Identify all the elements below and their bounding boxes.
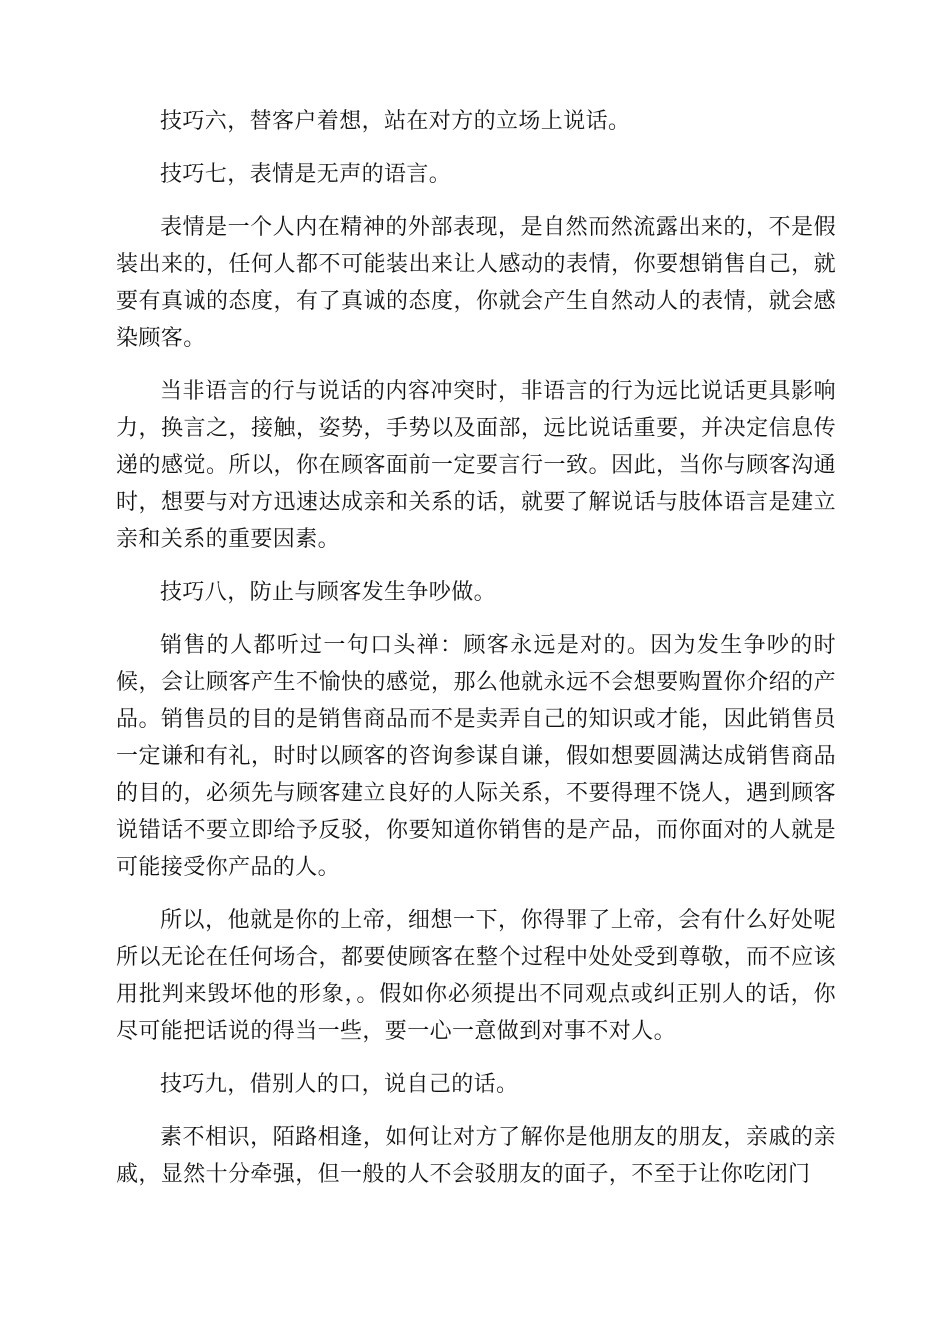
body-paragraph: 素不相识，陌路相逢，如何让对方了解你是他朋友的朋友，亲戚的亲戚，显然十分牵强，但一般的人不会驳朋友的面子，不至于让你吃闭门 — [116, 1125, 836, 1187]
body-paragraph: 所以，他就是你的上帝，细想一下，你得罪了上帝，会有什么好处呢所以无论在任何场合，都要使顾客在整个过程中处处受到尊敬，而不应该用批判来毁坏他的形象，。假如你必须提出不同观点或纠正别人的话，你尽可能把话说的得当一些，要一心一意做到对事不对人。 — [116, 908, 836, 1044]
heading-tip-six: 技巧六，替客户着想，站在对方的立场上说话。 — [160, 109, 631, 134]
body-paragraph: 当非语言的行与说话的内容冲突时，非语言的行为远比说话更具影响力，换言之，接触，姿势，手势以及面部，远比说话重要，并决定信息传递的感觉。所以，你在顾客面前一定要言行一致。因此，当你与顾客沟通时，想要与对方迅速达成亲和关系的话，就要了解说话与肢体语言是建立亲和关系的重要因素。 — [116, 379, 836, 552]
document-body — [116, 103, 836, 1209]
heading-tip-nine: 技巧九，借别人的口，说自己的话。 — [160, 1072, 519, 1097]
heading-tip-eight: 技巧八，防止与顾客发生争吵做。 — [160, 580, 497, 605]
body-paragraph: 表情是一个人内在精神的外部表现，是自然而然流露出来的，不是假装出来的，任何人都不可能装出来让人感动的表情，你要想销售自己，就要有真诚的态度，有了真诚的态度，你就会产生自然动人的表情，就会感染顾客。 — [116, 215, 836, 351]
heading-tip-seven: 技巧七，表情是无声的语言。 — [160, 162, 452, 187]
body-paragraph: 销售的人都听过一句口头禅：顾客永远是对的。因为发生争吵的时候，会让顾客产生不愉快的感觉，那么他就永远不会想要购置你介绍的产品。销售员的目的是销售商品而不是卖弄自己的知识或才能，因此销售员一定谦和有礼，时时以顾客的咨询参谋自谦，假如想要圆满达成销售商品的目的，必须先与顾客建立良好的人际关系，不要得理不饶人，遇到顾客说错话不要立即给予反驳，你要知道你销售的是产品，而你面对的人就是可能接受你产品的人。 — [116, 633, 836, 880]
